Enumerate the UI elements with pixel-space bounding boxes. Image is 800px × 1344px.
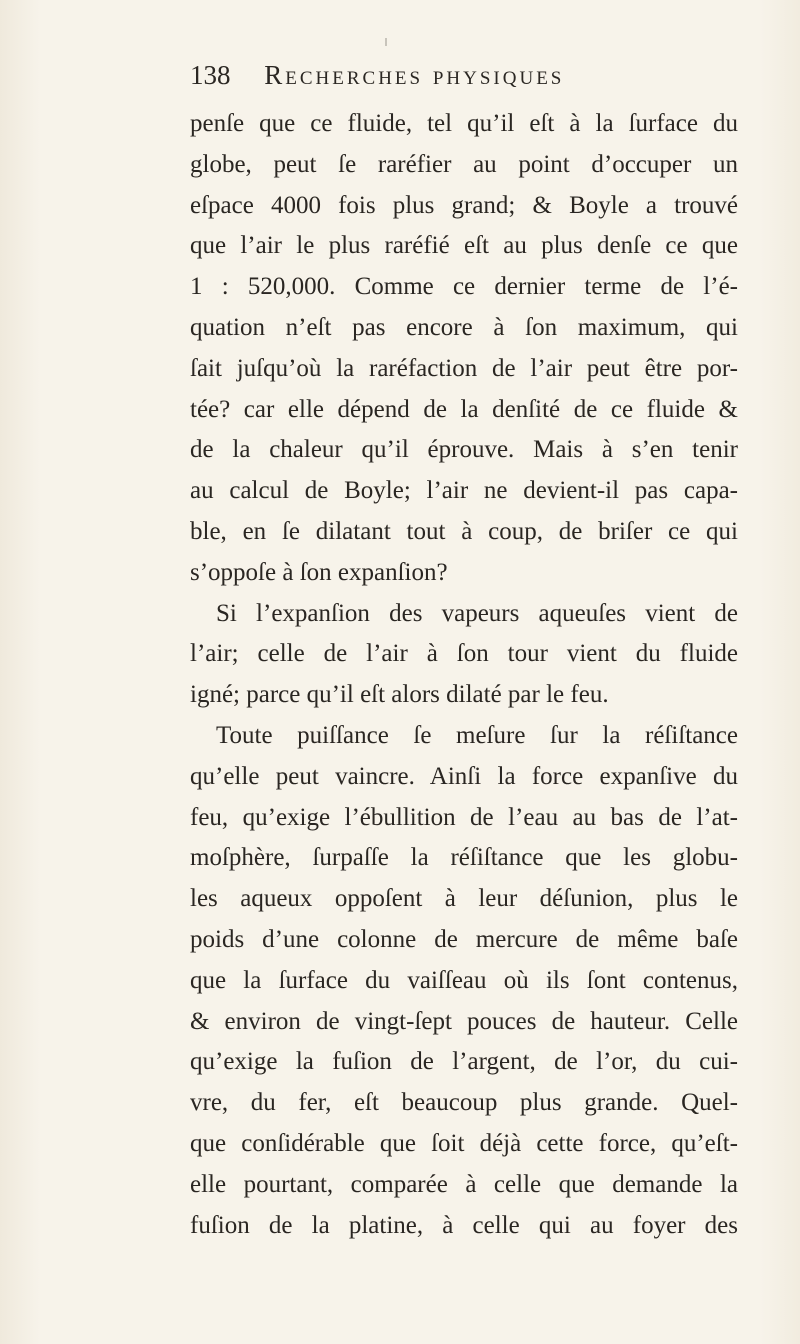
text-line: eſpace 4000 fois plus grand; & Boyle a trouvé <box>190 191 738 219</box>
text-line: qu’exige la fuſion de l’argent, de l’or, du cui- <box>190 1048 738 1076</box>
text-line: l’air; celle de l’air à ſon tour vient du fluide <box>190 640 738 668</box>
text-line: qu’elle peut vaincre. Ainſi la force expanſive du <box>190 762 738 790</box>
page-number: 138 <box>190 60 231 90</box>
text-line: penſe que ce fluide, tel qu’il eſt à la ſurface du <box>190 110 738 137</box>
text-line: s’oppoſe à ſon expanſion? <box>190 558 448 586</box>
text-line: ſait juſqu’où la raréfaction de l’air peut être por- <box>190 354 738 382</box>
text-line: au calcul de Boyle; l’air ne devient-il pas capa- <box>190 477 738 505</box>
text-line: igné; parce qu’il eſt alors dilaté par le feu. <box>190 681 609 709</box>
text-line: les aqueux oppoſent à leur déſunion, plus le <box>190 885 738 913</box>
text-line: moſphère, ſurpaſſe la réſiſtance que les globu- <box>190 844 738 872</box>
text-line: que l’air le plus raréfié eſt au plus denſe ce que <box>190 232 738 260</box>
text-line: poids d’une colonne de mercure de même baſe <box>190 925 738 953</box>
text-line: 1 : 520,000. Comme ce dernier terme de l’é- <box>190 273 738 301</box>
text-line: feu, qu’exige l’ébullition de l’eau au bas de l’at- <box>190 803 738 831</box>
text-line: ble, en ſe dilatant tout à coup, de briſer ce qui <box>190 517 738 545</box>
page-mark <box>385 38 387 46</box>
text-line: fuſion de la platine, à celle qui au foyer des <box>190 1211 738 1239</box>
text-line: & environ de vingt-ſept pouces de hauteur. Celle <box>190 1007 738 1035</box>
text-line: que conſidérable que ſoit déjà cette force, qu’eſt- <box>190 1129 738 1157</box>
text-line: globe, peut ſe raréfier au point d’occuper un <box>190 150 738 178</box>
paragraph-start-line: Toute puiſſance ſe meſure ſur la réſiſtance <box>216 721 738 749</box>
body-text <box>190 104 738 1246</box>
running-title: Recherches physiques <box>264 60 565 90</box>
text-line: tée? car elle dépend de la denſité de ce fluide & <box>190 395 738 423</box>
paragraph-start-line: Si l’expanſion des vapeurs aqueuſes vient de <box>216 599 738 627</box>
page-header <box>190 60 750 100</box>
text-line: quation n’eſt pas encore à ſon maximum, qui <box>190 313 738 341</box>
text-line: de la chaleur qu’il éprouve. Mais à s’en tenir <box>190 436 738 464</box>
text-line: que la ſurface du vaiſſeau où ils ſont contenus, <box>190 966 738 994</box>
text-line: vre, du fer, eſt beaucoup plus grande. Quel- <box>190 1089 738 1117</box>
text-line: elle pourtant, comparée à celle que demande la <box>190 1170 738 1198</box>
